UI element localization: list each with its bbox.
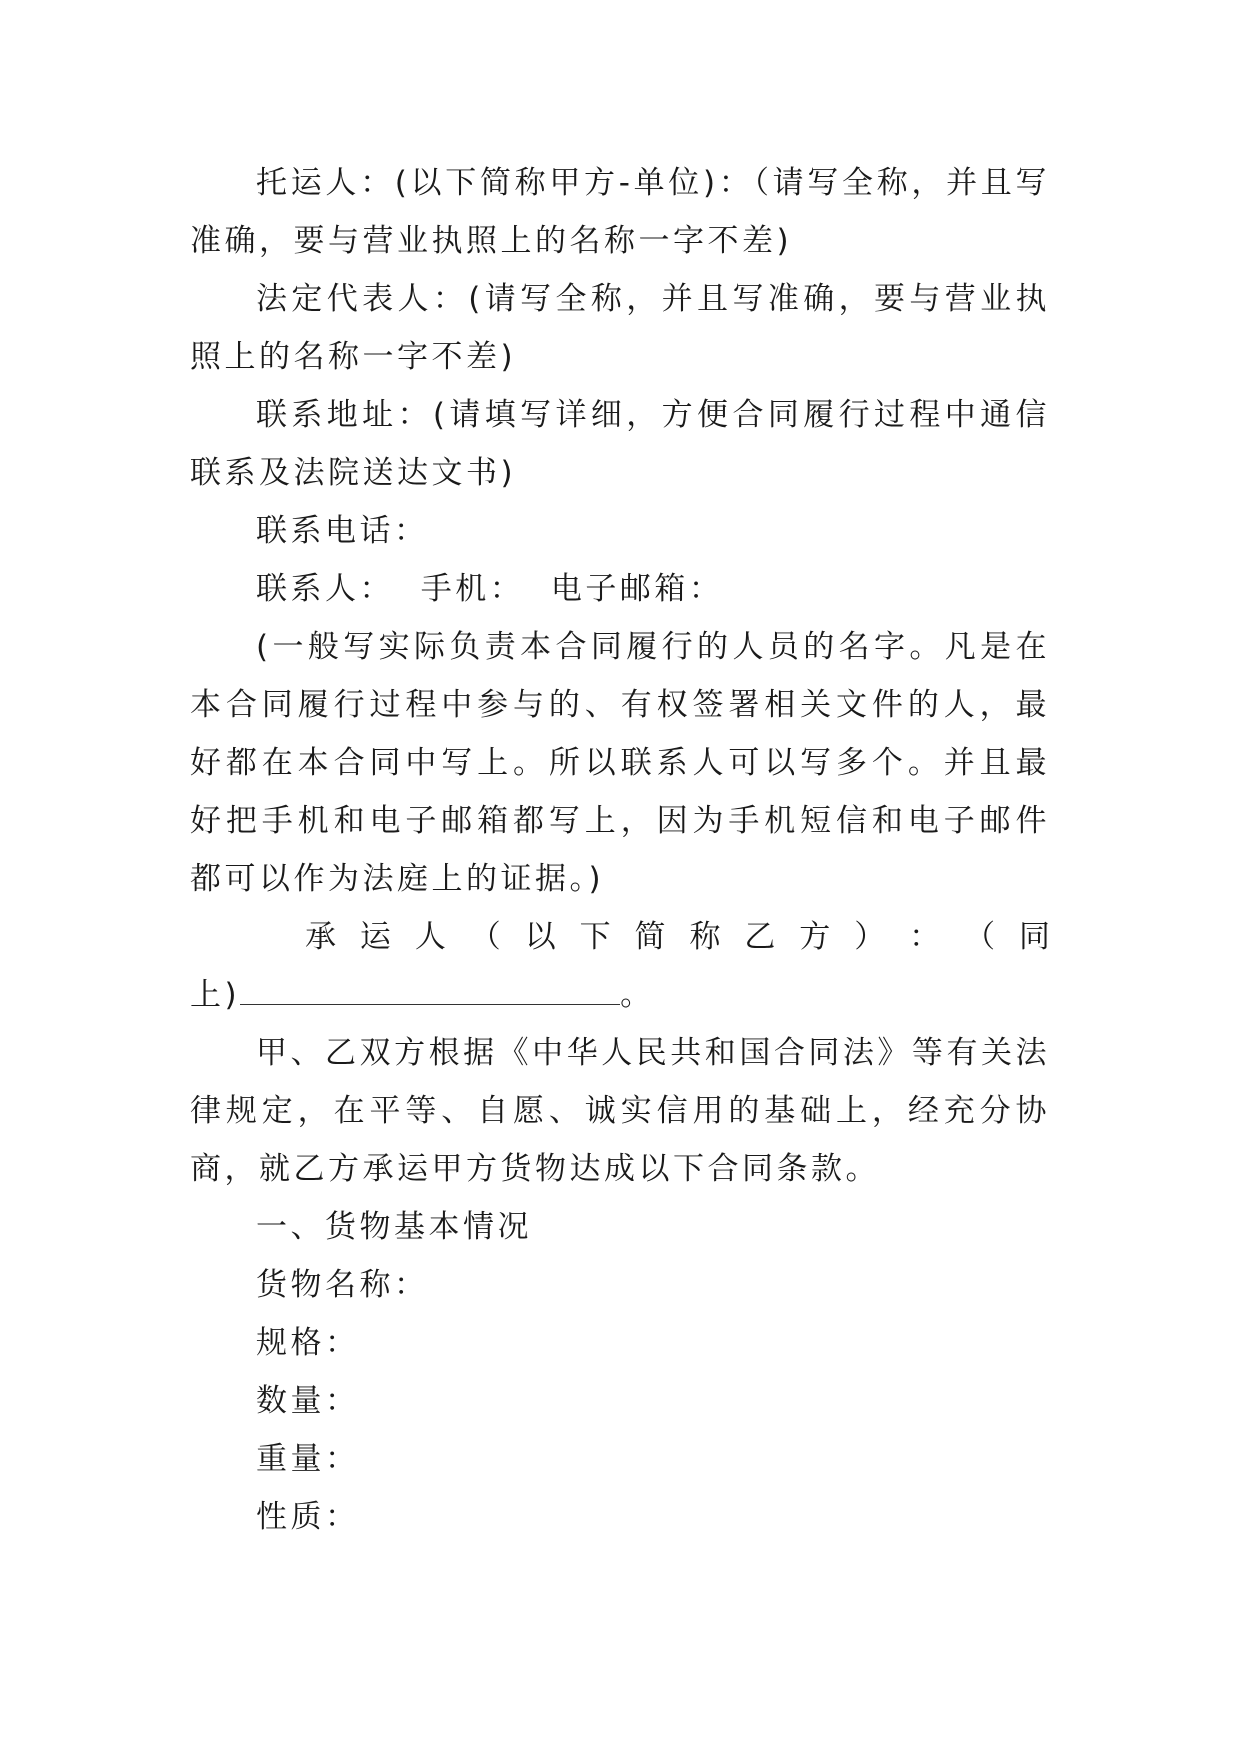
carrier-char: （ <box>469 919 501 955</box>
carrier-line <box>190 908 1050 966</box>
address-paragraph: 联系地址：(请填写详细，方便合同履行过程中通信联系及法院送达文书) <box>190 397 1050 491</box>
carrier-char: 以 <box>524 919 556 955</box>
contact-note-paragraph: (一般写实际负责本合同履行的人员的名字。凡是在本合同履行过程中参与的、有权签署相关文件的人，最好都在本合同中写上。所以联系人可以写多个。并且最好把手机和电子邮箱都写上，因为手机短信和电子邮件都可以作为法庭上的证据。) <box>190 629 1050 897</box>
carrier-char: 下 <box>579 919 611 955</box>
field-specification: 规格： <box>256 1325 360 1361</box>
carrier-char: 同 <box>1018 919 1050 955</box>
carrier-char: 方 <box>799 919 831 955</box>
contact-paragraph: 联系人： 手机： 电子邮箱： <box>256 571 724 607</box>
field-weight: 重量： <box>256 1441 360 1477</box>
shipper-paragraph: 托运人：(以下简称甲方-单位)：（请写全称，并且写准确，要与营业执照上的名称一字不差) <box>190 165 1050 259</box>
field-goods-name: 货物名称： <box>256 1267 429 1303</box>
legal-rep-paragraph: 法定代表人：(请写全称，并且写准确，要与营业执照上的名称一字不差) <box>190 281 1050 375</box>
carrier-char: 乙 <box>744 919 776 955</box>
document-body <box>190 154 1050 1546</box>
field-quantity: 数量： <box>256 1383 360 1419</box>
carrier-end-mark: 。 <box>620 977 655 1013</box>
carrier-name-blank <box>240 970 620 1005</box>
carrier-char: 承 <box>305 919 336 955</box>
carrier-char: 人 <box>414 919 446 955</box>
carrier-cont-text: 上) <box>190 977 241 1013</box>
carrier-char: 简 <box>634 919 666 955</box>
carrier-char: 称 <box>689 919 721 955</box>
field-nature: 性质： <box>256 1499 360 1535</box>
carrier-char: 运 <box>359 919 391 955</box>
carrier-char: ） <box>854 919 886 955</box>
carrier-char: ： <box>909 919 941 955</box>
carrier-line-continued <box>190 966 1050 1024</box>
section-heading-goods: 一、货物基本情况 <box>256 1209 532 1245</box>
carrier-char: （ <box>964 919 996 955</box>
phone-paragraph: 联系电话： <box>256 513 429 549</box>
agreement-paragraph: 甲、乙双方根据《中华人民共和国合同法》等有关法律规定，在平等、自愿、诚实信用的基础上，经充分协商，就乙方承运甲方货物达成以下合同条款。 <box>190 1035 1050 1187</box>
